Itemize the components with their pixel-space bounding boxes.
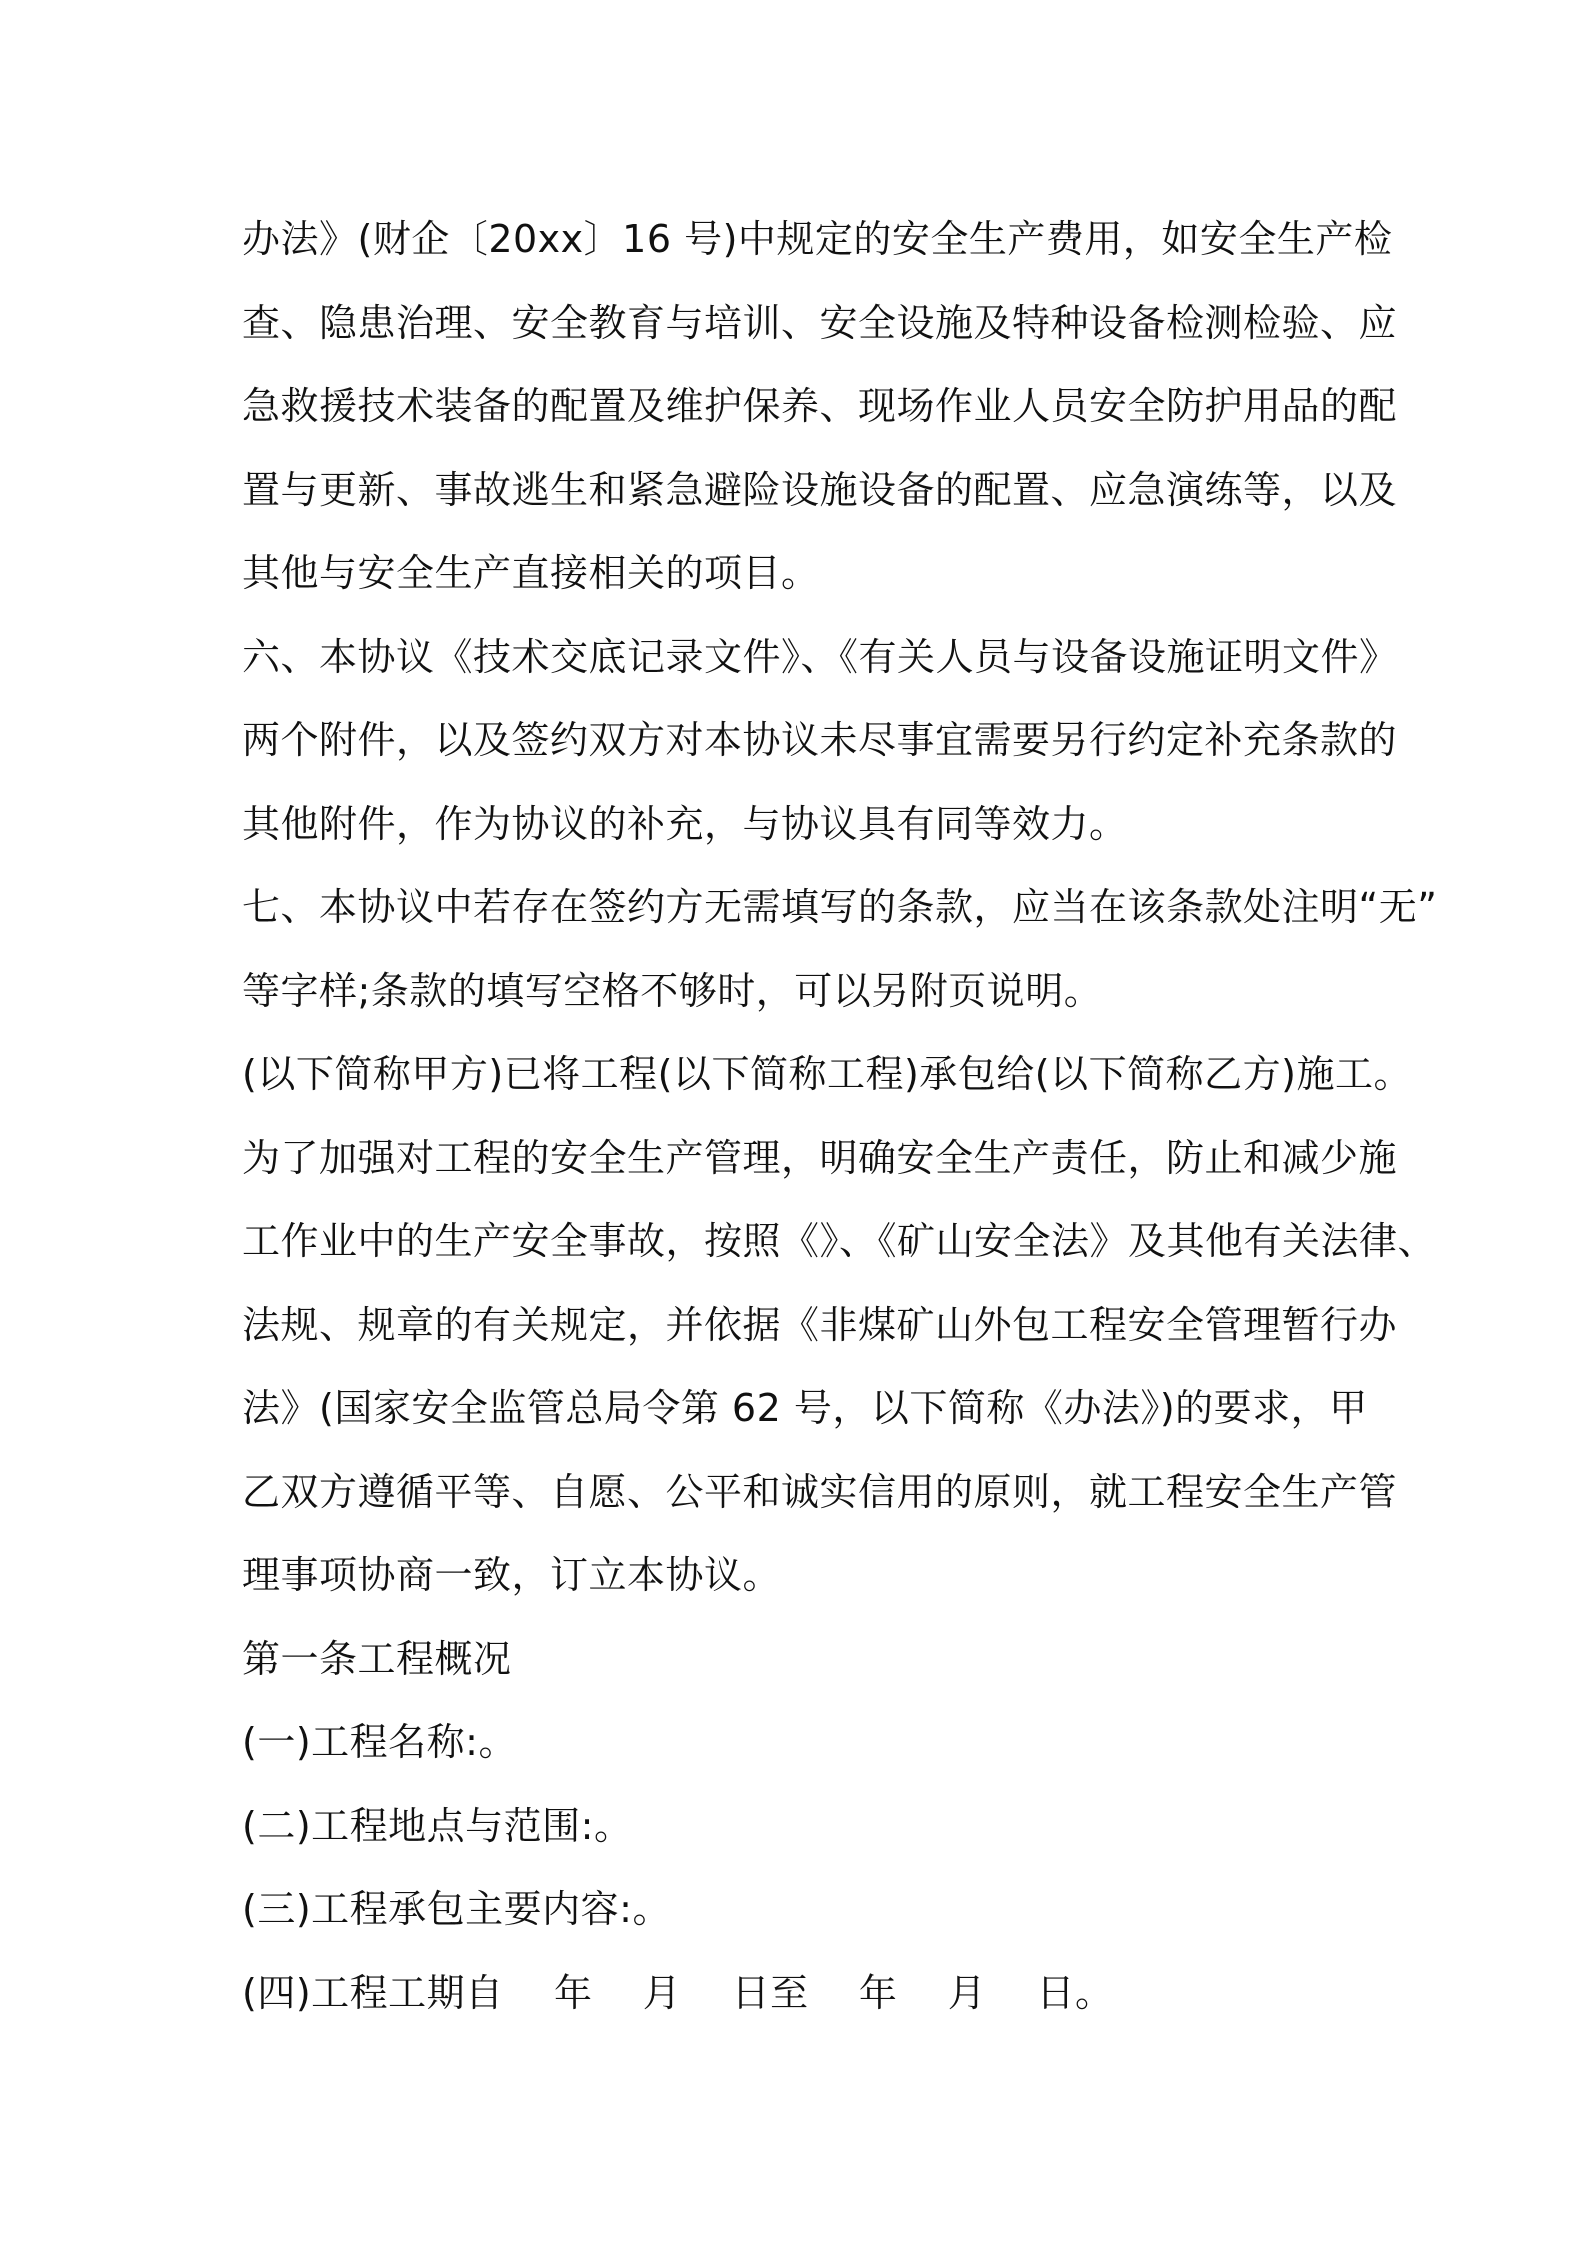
project-duration-text: (四)工程工期自 年 月 日至 年 月 日。 (242, 1970, 1114, 2015)
text-line: 办法》(财企〔20xx〕16 号)中规定的安全生产费用，如安全生产检 (242, 217, 1393, 261)
text-line: 为了加强对工程的安全生产管理，明确安全生产责任，防止和减少施 (242, 1135, 1398, 1180)
text-line: 法》(国家安全监管总局令第 62 号，以下简称《办法》)的要求，甲 (242, 1386, 1368, 1430)
text-line: 其他附件，作为协议的补充，与协议具有同等效力。 (242, 801, 1128, 846)
text-line: 法规、规章的有关规定，并依据《非煤矿山外包工程安全管理暂行办 (242, 1302, 1398, 1347)
project-duration-line (242, 1952, 1362, 2036)
preamble-line: (以下简称甲方)已将工程(以下简称工程)承包给(以下简称乙方)施工。 (242, 1052, 1412, 1096)
text-line: 等字样;条款的填写空格不够时，可以另附页说明。 (242, 968, 1103, 1013)
text-line: 两个附件，以及签约双方对本协议未尽事宜需要另行约定补充条款的 (242, 718, 1398, 762)
text-line: 乙双方遵循平等、自愿、公平和诚实信用的原则，就工程安全生产管 (242, 1469, 1398, 1514)
text-line: 查、隐患治理、安全教育与培训、安全设施及特种设备检测检验、应 (242, 300, 1398, 345)
project-name-line: (一)工程名称:。 (242, 1720, 517, 1764)
clause-six-line: 六、本协议《技术交底记录文件》、《有关人员与设备设施证明文件》 (242, 634, 1398, 679)
document-body (242, 198, 1438, 2035)
text-line: 置与更新、事故逃生和紧急避险设施设备的配置、应急演练等，以及 (242, 467, 1398, 512)
text-line: 工作业中的生产安全事故，按照《》、《矿山安全法》及其他有关法律、 (242, 1219, 1437, 1263)
project-content-line: (三)工程承包主要内容:。 (242, 1887, 671, 1931)
text-line: 理事项协商一致，订立本协议。 (242, 1553, 782, 1597)
clause-seven-line: 七、本协议中若存在签约方无需填写的条款，应当在该条款处注明“无” (242, 885, 1438, 929)
text-line: 其他与安全生产直接相关的项目。 (242, 551, 820, 595)
text-line: 急救援技术装备的配置及维护保养、现场作业人员安全防护用品的配 (242, 384, 1398, 428)
project-location-line: (二)工程地点与范围:。 (242, 1803, 633, 1848)
article-one-heading: 第一条工程概况 (242, 1636, 512, 1681)
